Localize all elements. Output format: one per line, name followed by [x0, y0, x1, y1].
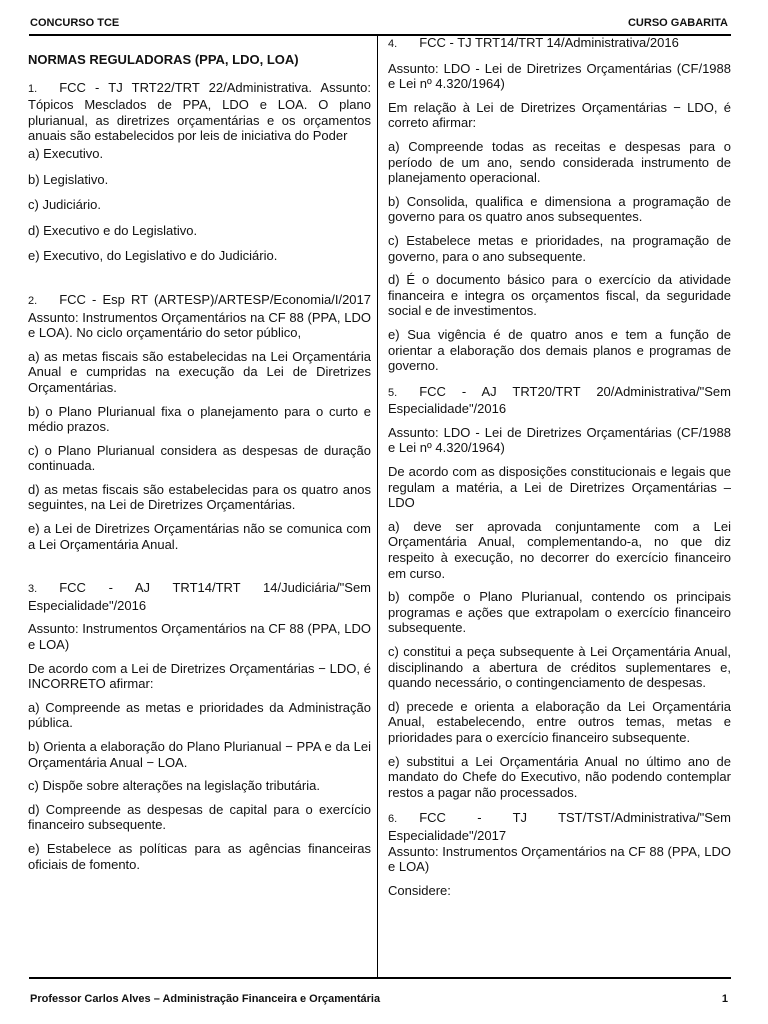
- question-5-subject: Assunto: LDO - Lei de Diretrizes Orçamentárias (CF/1988 e Lei nº 4.320/1964): [388, 424, 731, 456]
- option-e: e) Estabelece as políticas para as agências financeiras oficiais de fomento.: [28, 840, 371, 872]
- option-b: b) Orienta a elaboração do Plano Plurianual − PPA e da Lei Orçamentária Anual − LOA.: [28, 739, 371, 770]
- question-4-subject: Assunto: LDO - Lei de Diretrizes Orçamentárias (CF/1988 e Lei nº 4.320/1964): [388, 60, 731, 92]
- page-number: 1: [721, 993, 728, 1005]
- question-3-stem: 3. FCC - AJ TRT14/TRT 14/Judiciária/"Sem Especialidade"/2016: [28, 580, 371, 613]
- option-b: b) compõe o Plano Plurianual, contendo os principais programas e ações que extrapolam o exercício financeiro subsequente.: [388, 589, 731, 636]
- option-d: d) Executivo e do Legislativo.: [28, 222, 198, 238]
- option-c: c) Dispõe sobre alterações na legislação tributária.: [28, 778, 320, 794]
- option-a: a) Compreende as metas e prioridades da Administração pública.: [28, 699, 371, 731]
- option-a: a) Executivo.: [28, 145, 104, 161]
- option-a: a) Compreende todas as receitas e despesas para o período de um ano, sendo considerada instrumento de planejamento operacional.: [388, 138, 731, 186]
- question-4-stem: 4. FCC - TJ TRT14/TRT 14/Administrativa/2016: [388, 35, 679, 50]
- option-e: e) a Lei de Diretrizes Orçamentárias não se comunica com a Lei Orçamentária Anual.: [28, 521, 371, 552]
- option-c: c) Estabelece metas e prioridades, na programação de governo, para o ano subsequente.: [388, 232, 731, 264]
- option-a: a) deve ser aprovada conjuntamente com a Lei Orçamentária Anual, complementando-a, no que diz respeito à execução, no decorrer do exercício financeiro em curso.: [388, 518, 731, 581]
- question-5-stem: 5. FCC - AJ TRT20/TRT 20/Administrativa/"Sem Especialidade"/2016: [388, 383, 731, 417]
- option-b: b) Legislativo.: [28, 171, 109, 187]
- option-e: e) substitui a Lei Orçamentária Anual no último ano de mandato do Chefe do Executivo, não podendo contemplar restos a pagar não processados.: [388, 753, 731, 800]
- option-e: e) Sua vigência é de quatro anos e tem a função de orientar a elaboração dos demais planos e programas de governo.: [388, 326, 731, 374]
- header-brand: CURSO GABARITA: [627, 17, 728, 29]
- question-1-stem: 1. FCC - TJ TRT22/TRT 22/Administrativa. Assunto: Tópicos Mesclados de PPA, LDO e LOA. O plano plurianual, as diretrizes orçamentárias e os orçamentos anuais são estabelecidos por leis de iniciativa do Poder: [28, 79, 371, 144]
- question-3-prompt: De acordo com a Lei de Diretrizes Orçamentárias − LDO, é INCORRETO afirmar:: [28, 660, 371, 692]
- header-course: CONCURSO TCE: [30, 17, 120, 29]
- option-c: c) Judiciário.: [28, 197, 101, 213]
- option-d: d) precede e orienta a elaboração da Lei Orçamentária Anual, estabelecendo, entre outros temas, metas e prioridades para o exercício financeiro subsequente.: [388, 698, 731, 745]
- footer-author: Professor Carlos Alves – Administração Financeira e Orçamentária: [30, 993, 381, 1005]
- option-b: b) Consolida, qualifica e dimensiona a programação de governo para os quatro anos subsequentes.: [388, 193, 731, 225]
- question-6-subject: Assunto: Instrumentos Orçamentários na CF 88 (PPA, LDO e LOA): [388, 843, 731, 875]
- footer-rule: [29, 977, 731, 979]
- option-a: a) as metas fiscais são estabelecidas na Lei Orçamentária Anual e cumpridas na execução da Lei de Diretrizes Orçamentárias.: [28, 348, 371, 395]
- page-header: [30, 15, 728, 33]
- option-d: d) É o documento básico para o exercício da atividade financeira e integra os orçamentos fiscal, da seguridade social e de investimentos.: [388, 272, 731, 319]
- section-title: NORMAS REGULADORAS (PPA, LDO, LOA): [28, 52, 299, 67]
- option-c: c) constitui a peça subsequente à Lei Orçamentária Anual, disciplinando a abertura de créditos suplementares e, quando necessário, o contingenciamento de despesas.: [388, 644, 731, 691]
- question-5-prompt: De acordo com as disposições constitucionais e legais que regulam a matéria, a Lei de Diretrizes Orçamentárias – LDO: [388, 464, 731, 511]
- left-column: [28, 52, 371, 872]
- question-6-prompt: Considere:: [388, 882, 451, 898]
- option-d: d) as metas fiscais são estabelecidas para os quatro anos seguintes, na Lei de Diretrizes Orçamentárias.: [28, 481, 371, 513]
- option-c: c) o Plano Plurianual considera as despesas de duração continuada.: [28, 442, 371, 474]
- question-2-stem: 2. FCC - Esp RT (ARTESP)/ARTESP/Economia/I/2017 Assunto: Instrumentos Orçamentários na CF 88 (PPA, LDO e LOA). No ciclo orçamentário do setor público,: [28, 291, 371, 341]
- question-3-subject: Assunto: Instrumentos Orçamentários na CF 88 (PPA, LDO e LOA): [28, 621, 371, 653]
- option-e: e) Executivo, do Legislativo e do Judiciário.: [28, 248, 278, 264]
- right-column: [388, 35, 731, 898]
- column-divider: [377, 36, 378, 977]
- option-d: d) Compreende as despesas de capital para o exercício financeiro subsequente.: [28, 801, 371, 833]
- question-6-stem: 6. FCC - TJ TST/TST/Administrativa/"Sem Especialidade"/2017: [388, 810, 731, 843]
- question-4-prompt: Em relação à Lei de Diretrizes Orçamentárias − LDO, é correto afirmar:: [388, 99, 731, 131]
- option-b: b) o Plano Plurianual fixa o planejamento para o curto e médio prazos.: [28, 403, 371, 435]
